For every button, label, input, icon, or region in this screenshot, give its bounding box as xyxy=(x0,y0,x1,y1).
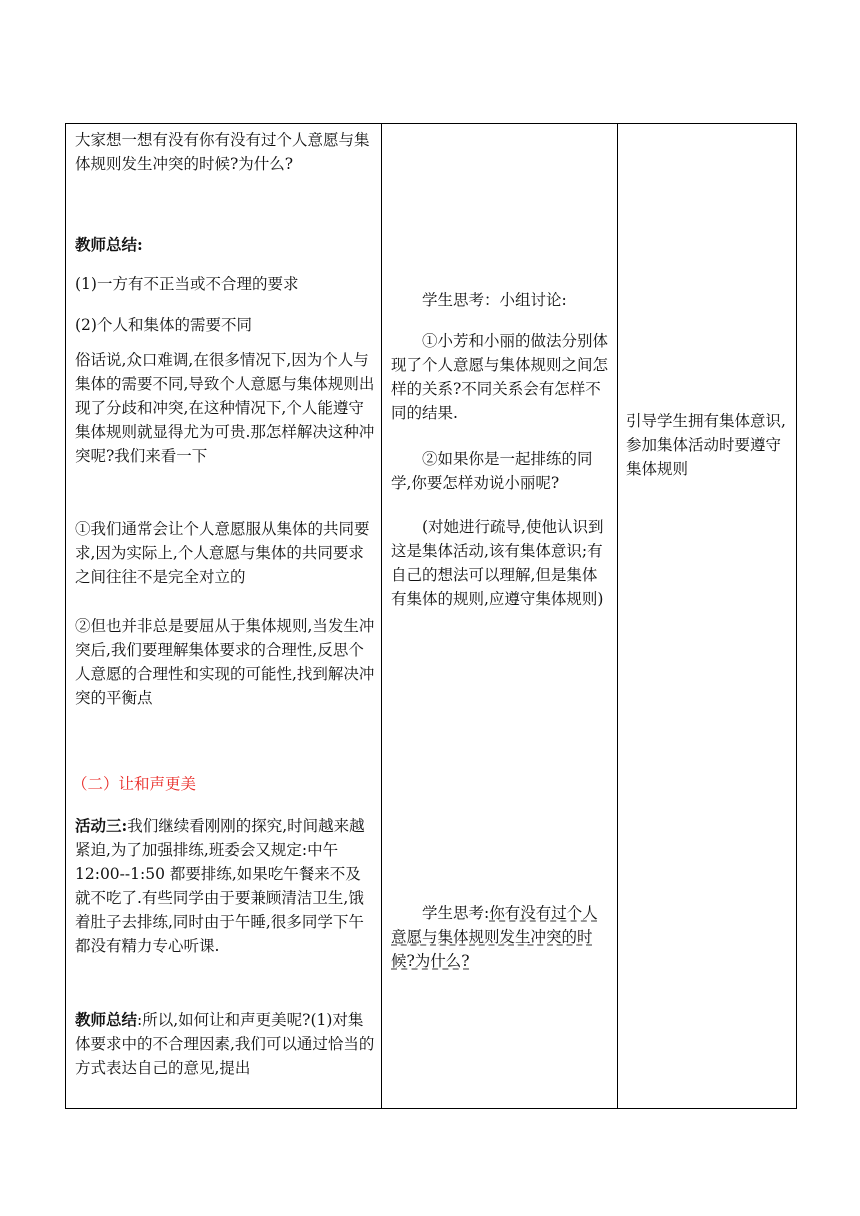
student-think-2-text: 你有没有过个人意愿与集体规则发生冲突的时候?为什么? xyxy=(391,904,598,970)
resolution-point-2: ②但也并非总是要屈从于集体规则,当发生冲突后,我们要理解集体要求的合理性,反思个人意愿的合理性和实现的可能性,找到解决冲突的平衡点 xyxy=(75,617,375,707)
teacher-summary-2-label: 教师总结 xyxy=(75,1010,138,1029)
summary-point-1: (1)一方有不正当或不合理的要求 xyxy=(75,275,299,293)
student-think-2-label: 学生思考: xyxy=(422,904,490,922)
teacher-activity-cell xyxy=(66,124,382,1109)
design-purpose: 引导学生拥有集体意识,参加集体活动时要遵守集体规则 xyxy=(626,412,786,478)
question-2: ②如果你是一起排练的同学,你要怎样劝说小丽呢? xyxy=(391,450,593,492)
student-think-group: 学生思考：小组讨论: xyxy=(422,291,567,309)
summary-point-2: (2)个人和集体的需要不同 xyxy=(75,316,252,334)
activity-three-label: 活动三: xyxy=(75,816,128,835)
resolution-point-1: ①我们通常会让个人意愿服从集体的共同要求,因为实际上,个人意愿与集体的共同要求之间往往不是完全对立的 xyxy=(75,520,370,586)
design-intent-cell xyxy=(618,124,797,1109)
table-row xyxy=(66,124,797,1109)
teacher-summary-title: 教师总结: xyxy=(75,235,143,254)
intro-question: 大家想一想有没有你有没有过个人意愿与集体规则发生冲突的时候?为什么? xyxy=(75,131,370,173)
teacher-summary-2 xyxy=(75,1008,375,1080)
teacher-summary-2-text: :所以,如何让和声更美呢?(1)对集体要求中的不合理因素,我们可以通过恰当的方式表达自己的意见,提出 xyxy=(75,1011,375,1077)
question-1: ①小芳和小丽的做法分别体现了个人意愿与集体规则之间怎样的关系?不同关系会有怎样不同的结果. xyxy=(391,332,609,422)
student-activity-cell xyxy=(382,124,618,1109)
suggested-answer: (对她进行疏导,使他认识到这是集体活动,该有集体意识;有自己的想法可以理解,但是集体有集体的规则,应遵守集体规则) xyxy=(391,518,604,608)
lesson-table xyxy=(65,123,797,1109)
saying-paragraph: 俗话说,众口难调,在很多情况下,因为个人与集体的需要不同,导致个人意愿与集体规则出现了分歧和冲突,在这种情况下,个人能遵守集体规则就显得尤为可贵.那怎样解决这种冲突呢?我们来看一下 xyxy=(75,351,375,465)
activity-three xyxy=(75,814,375,958)
activity-three-text: 我们继续看刚刚的探究,时间越来越紧迫,为了加强排练,班委会又规定:中午 12:00--1:50 都要排练,如果吃午餐来不及就不吃了.有些同学由于要兼顾清洁卫生,饿着肚子去排练,同时由于午睡,很多同学下午都没有精力专心听课. xyxy=(75,817,365,955)
student-think-2 xyxy=(391,901,611,973)
section-title: （二）让和声更美 xyxy=(72,775,197,793)
